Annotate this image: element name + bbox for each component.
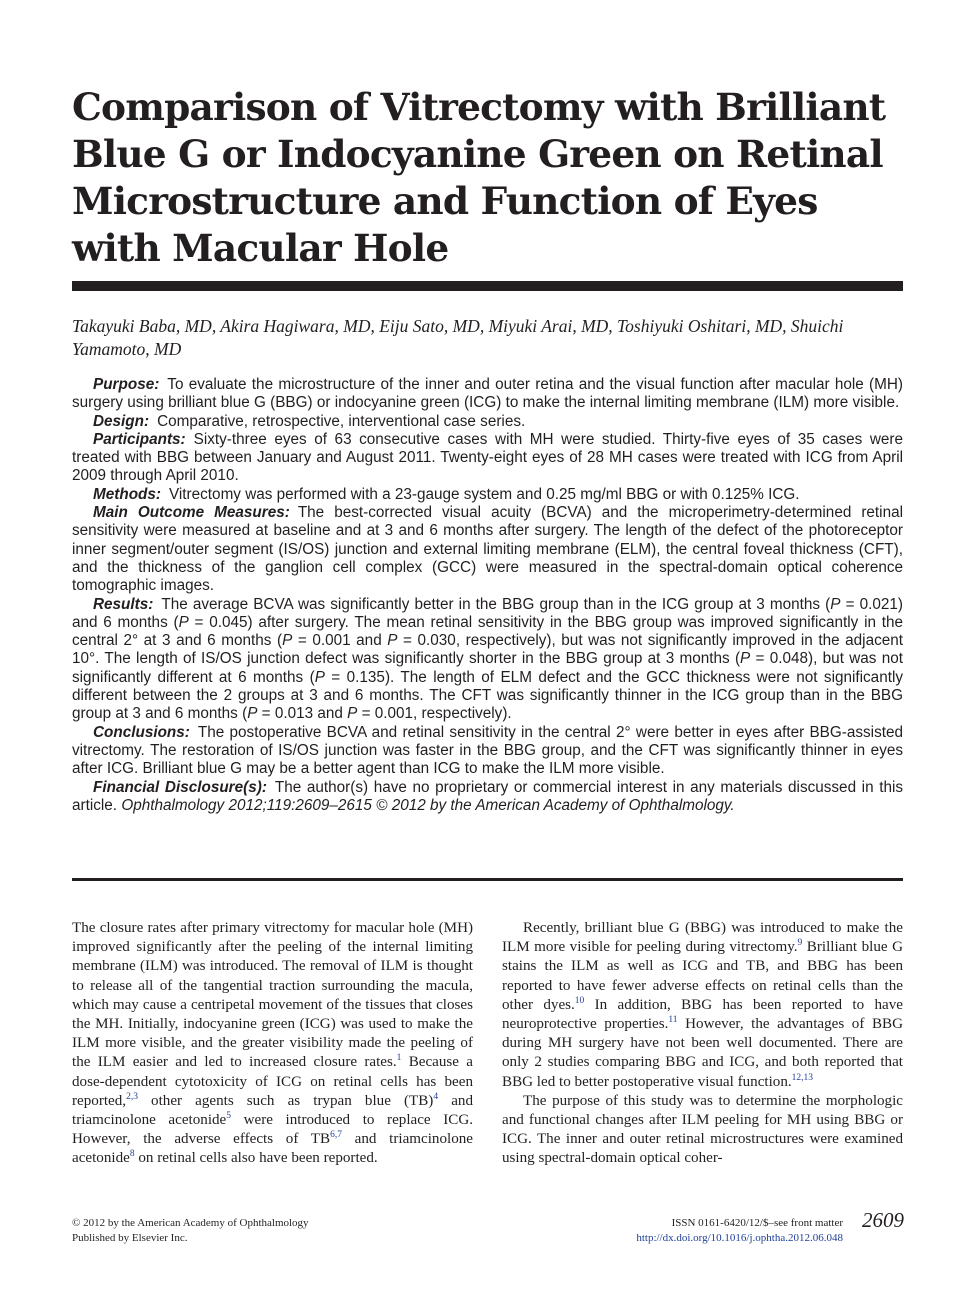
intro-paragraph-2: Recently, brilliant blue G (BBG) was introduced to make the ILM more visible for peeling during vitrectomy.$^9$ Brilliant blue G stains the ILM as well as ICG and TB, and BBG has been reported to have fewer adverse effects on retinal cells than the other dyes.$^{10}$ In addition, BBG has been reported to have neuroprotective properties.$^{11}$ However, the advantages of BBG during MH surgery have not been well documented. There are only 2 studies comparing BBG and ICG, and both reported that BBG led to better postoperative visual function.$^{12,13}$ <box>502 920 903 1090</box>
publisher-line: Published by Elsevier Inc. <box>72 1232 188 1244</box>
reference-link[interactable]: 12,13 <box>791 1072 814 1083</box>
abstract-disclosure <box>72 779 903 816</box>
abstract <box>72 376 903 815</box>
body-column-left <box>72 919 473 1169</box>
author-list: Takayuki Baba, MD, Akira Hagiwara, MD, Eiju Sato, MD, Miyuki Arai, MD, Toshiyuki Oshitari, MD, Shuichi Yamamoto, MD <box>72 316 844 359</box>
purpose-label: Purpose: <box>93 376 160 393</box>
methods-text: Vitrectomy was performed with a 23-gauge system and 0.25 mg/ml BBG or with 0.125% ICG. <box>168 485 800 503</box>
results-text: The average BCVA was significantly better in the BBG group than in the ICG group at 3 months (P = 0.021) and 6 months (P = 0.045) after surgery. The mean retinal sensitivity in the BBG group was improved significantly in the central 2° at 3 and 6 months (P = 0.001 and P = 0.030, respectively), but was not significantly improved in the adjacent 10°. The length of IS/OS junction defect was significantly shorter in the BBG group at 3 months (P = 0.048), but was not significantly different at 6 months (P = 0.135). The length of ELM defect and the GCC thickness were not significantly different between the 2 groups at 3 and 6 months. The CFT was significantly thinner in the ICG group than in the BBG group at 3 and 6 months (P = 0.013 and P = 0.001, respectively). <box>72 595 903 723</box>
reference-link[interactable]: 5 <box>226 1111 232 1122</box>
reference-link[interactable]: 11 <box>668 1015 678 1026</box>
reference-link[interactable]: 9 <box>797 938 803 949</box>
participants-text: Sixty-three eyes of 63 consecutive cases with MH were studied. Thirty-five eyes of 35 cases were treated with BBG between January and August 2011. Twenty-eight eyes of 28 MH cases were treated with ICG from April 2009 through April 2010. <box>72 430 903 485</box>
footer-right <box>560 1216 843 1246</box>
page-number: 2609 <box>862 1208 904 1232</box>
body-column-right <box>502 919 903 1169</box>
measures-label: Main Outcome Measures: <box>93 504 290 522</box>
disclosure-text: The author(s) have no proprietary or commercial interest in any materials discussed in this article. <box>72 778 903 814</box>
title-rule <box>72 281 903 291</box>
design-text: Comparative, retrospective, interventional case series. <box>157 412 526 430</box>
abstract-conclusions <box>72 724 903 779</box>
disclosure-label: Financial Disclosure(s): <box>93 778 267 796</box>
issn-line: ISSN 0161-6420/12/$–see front matter <box>671 1217 843 1229</box>
footer-left <box>72 1216 309 1246</box>
conclusions-label: Conclusions: <box>93 723 190 741</box>
reference-link[interactable]: 4 <box>433 1091 439 1102</box>
doi-link[interactable]: http://dx.doi.org/10.1016/j.ophtha.2012.06.048 <box>636 1232 843 1244</box>
intro-paragraph-1: The closure rates after primary vitrectomy for macular hole (MH) improved significantly after the peeling of the internal limiting membrane (ILM) was introduced. The removal of ILM is thought to release all of the tangential traction surrounding the macula, which may cause a centripetal movement of the tissues that closes the MH. Initially, indocyanine green (ICG) was used to make the ILM more visible, and the greater visibility made the peeling of the ILM easier and led to increased closure rates.$^1$ Because a dose-dependent cytotoxicity of ICG on retinal cells has been reported,$^{2,3}$ other agents such as trypan blue (TB)$^4$ and triamcinolone acetonide$^5$ were introduced to replace ICG. However, the adverse effects of TB$^{6,7}$ and triamcinolone acetonide$^8$ on retinal cells also have been reported. <box>72 920 474 1167</box>
measures-text: The best-corrected visual acuity (BCVA) and the microperimetry-determined retinal sensitivity were measured at baseline and at 3 and 6 months after surgery. The length of the defect of the photoreceptor inner segment/outer segment (IS/OS) junction and external limiting membrane (ELM), the central foveal thickness (CFT), and the thickness of the ganglion cell complex (GCC) were measured in the spectral-domain optical coherence tomographic images. <box>72 504 903 595</box>
reference-link[interactable]: 1 <box>396 1053 402 1064</box>
abstract-measures <box>72 504 903 595</box>
abstract-participants <box>72 431 903 486</box>
design-label: Design: <box>93 412 150 430</box>
intro-paragraph-3: The purpose of this study was to determine the morphologic and functional changes after ILM peeling for MH using BBG or ICG. The inner and outer retinal microstructures were examined using spectral-domain optical coher- <box>502 1092 903 1167</box>
reference-link[interactable]: 10 <box>574 995 585 1006</box>
abstract-results <box>72 596 903 724</box>
conclusions-text: The postoperative BCVA and retinal sensitivity in the central 2° were better in eyes after BBG-assisted vitrectomy. The restoration of IS/OS junction was faster in the BBG group, and the CFT was significantly thinner in eyes after ICG. Brilliant blue G may be a better agent than ICG to make the ILM more visible. <box>72 723 903 778</box>
copyright-line: © 2012 by the American Academy of Ophthalmology <box>72 1217 309 1229</box>
methods-label: Methods: <box>93 485 161 503</box>
participants-label: Participants: <box>93 430 186 448</box>
abstract-purpose <box>72 376 903 413</box>
abstract-design <box>72 413 903 431</box>
abstract-rule <box>72 878 903 881</box>
reference-link[interactable]: 6,7 <box>330 1130 342 1141</box>
abstract-methods <box>72 486 903 504</box>
purpose-text: To evaluate the microstructure of the inner and outer retina and the visual function after macular hole (MH) surgery using brilliant blue G (BBG) or indocyanine green (ICG) to make the internal limiting membrane (ILM) more visible. <box>72 376 903 412</box>
reference-link[interactable]: 2,3 <box>126 1091 138 1102</box>
reference-link[interactable]: 8 <box>129 1149 135 1160</box>
article-title: Comparison of Vitrectomy with Brilliant Blue G or Indocyanine Green on Retinal Microstructure and Function of Eyes with Macular Hole <box>72 85 886 270</box>
journal-citation: Ophthalmology 2012;119:2609–2615 © 2012 by the American Academy of Ophthalmology. <box>121 796 735 814</box>
results-label: Results: <box>93 595 154 613</box>
